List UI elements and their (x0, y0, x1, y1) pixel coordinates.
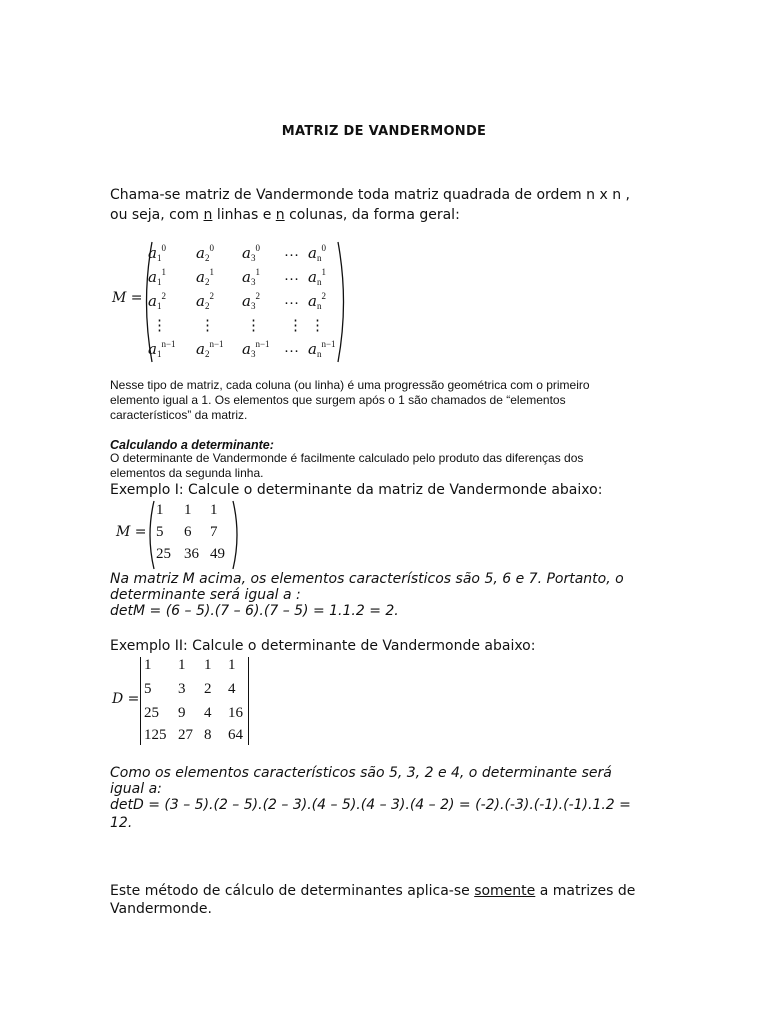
example1-matrix (112, 500, 252, 570)
matrix-cell: 25 (156, 546, 171, 562)
intro-line-2 (110, 206, 650, 224)
matrix-cell: 1 (210, 502, 218, 518)
calc-line-1: O determinante de Vandermonde é facilmente calculado pelo produto das diferenças dos (110, 451, 584, 465)
right-bar (248, 657, 249, 745)
matrix-element: $a_n^2$ (308, 291, 326, 311)
matrix-label: M = (116, 524, 147, 540)
intro-line-1: Chama-se matriz de Vandermonde toda matriz quadrada de ordem n x n , (110, 187, 630, 203)
determinant-cell: 27 (178, 727, 193, 743)
right-paren (230, 500, 244, 570)
matrix-element: $a_1^2$ (148, 291, 166, 311)
matrix-element: $a_2^1$ (196, 267, 214, 287)
determinant-cell: 64 (228, 727, 243, 743)
determinant-cell: 1 (144, 657, 152, 673)
intro-text: ou seja, com (110, 207, 204, 223)
matrix-cell: 36 (184, 546, 199, 562)
matrix-ellipsis: … (284, 340, 299, 356)
note-line-2: elemento igual a 1. Os elementos que surgem após o 1 são chamados de “elementos (110, 393, 566, 407)
matrix-element: $a_2^2$ (196, 291, 214, 311)
matrix-element: $a_1^0$ (148, 243, 166, 263)
right-paren (334, 240, 354, 364)
matrix-element: $a_n^0$ (308, 243, 326, 263)
conclusion-line-1 (110, 882, 650, 900)
matrix-cell: 6 (184, 524, 192, 540)
example2-text-2: igual a: (110, 781, 162, 797)
matrix-element: $a_2^{n-1}$ (196, 339, 224, 359)
conclusion-line-2: Vandermonde. (110, 901, 212, 917)
underlined-somente: somente (474, 883, 536, 899)
underlined-n: n (203, 207, 213, 223)
intro-text: linhas e (212, 207, 276, 223)
example2-heading: Exemplo II: Calcule o determinante de Vandermonde abaixo: (110, 638, 536, 654)
matrix-element: $a_3^1$ (242, 267, 260, 287)
determinant-cell: 1 (178, 657, 186, 673)
matrix-cell: 5 (156, 524, 164, 540)
determinant-cell: 1 (228, 657, 236, 673)
matrix-cell: 1 (156, 502, 164, 518)
determinant-cell: 2 (204, 681, 212, 697)
matrix-cell: 7 (210, 524, 218, 540)
determinant-cell: 8 (204, 727, 212, 743)
matrix-ellipsis: … (284, 292, 299, 308)
conclusion-text: Este método de cálculo de determinantes aplica-se (110, 883, 475, 899)
determinant-cell: 16 (228, 705, 243, 721)
matrix-dots: ⋮ (246, 318, 261, 334)
determinant-label: D = (112, 691, 140, 707)
example2-text-1: Como os elementos característicos são 5, 3, 2 e 4, o determinante será (110, 765, 612, 781)
conclusion-text: a matrizes de (535, 883, 636, 899)
determinant-cell: 4 (204, 705, 212, 721)
matrix-element: $a_1^1$ (148, 267, 166, 287)
general-vandermonde-matrix (108, 240, 368, 364)
determinant-cell: 3 (178, 681, 186, 697)
matrix-element: $a_2^0$ (196, 243, 214, 263)
determinant-cell: 4 (228, 681, 236, 697)
determinant-cell: 5 (144, 681, 152, 697)
note-line-3: característicos” da matriz. (110, 408, 248, 422)
determinant-cell: 125 (144, 727, 167, 743)
page-title: MATRIZ DE VANDERMONDE (281, 124, 487, 139)
example1-heading: Exemplo I: Calcule o determinante da matriz de Vandermonde abaixo: (110, 482, 603, 498)
determinant-cell: 9 (178, 705, 186, 721)
determinant-cell: 25 (144, 705, 159, 721)
matrix-element: $a_3^{n-1}$ (242, 339, 270, 359)
matrix-element: $a_n^1$ (308, 267, 326, 287)
calc-line-2: elementos da segunda linha. (110, 466, 264, 480)
matrix-dots: ⋮ (152, 318, 167, 334)
matrix-label: M = (112, 290, 143, 306)
left-bar (140, 657, 141, 745)
intro-text: colunas, da forma geral: (284, 207, 460, 223)
example1-text-1: Na matriz M acima, os elementos característicos são 5, 6 e 7. Portanto, o (110, 571, 624, 587)
example2-text-3: detD = (3 – 5).(2 – 5).(2 – 3).(4 – 5).(4 – 3).(4 – 2) = (-2).(-3).(-1).(-1).1.2 = (110, 797, 631, 813)
note-line-1: Nesse tipo de matriz, cada coluna (ou linha) é uma progressão geométrica com o primeiro (110, 378, 590, 392)
determinant-cell: 1 (204, 657, 212, 673)
underlined-n: n (275, 207, 285, 223)
example1-text-2: determinante será igual a : (110, 587, 301, 603)
matrix-element: $a_n^{n-1}$ (308, 339, 336, 359)
matrix-ellipsis: … (284, 244, 299, 260)
matrix-cell: 1 (184, 502, 192, 518)
example2-determinant (110, 655, 260, 747)
matrix-element: $a_3^0$ (242, 243, 260, 263)
matrix-dots: ⋮ (288, 318, 303, 334)
matrix-element: $a_3^2$ (242, 291, 260, 311)
matrix-dots: ⋮ (200, 318, 215, 334)
matrix-cell: 49 (210, 546, 225, 562)
example2-text-4: 12. (110, 815, 133, 831)
matrix-dots: ⋮ (310, 318, 325, 334)
matrix-ellipsis: … (284, 268, 299, 284)
example1-text-3: detM = (6 – 5).(7 – 6).(7 – 5) = 1.1.2 = 2. (110, 603, 399, 619)
matrix-element: $a_1^{n-1}$ (148, 339, 176, 359)
calc-heading: Calculando a determinante: (110, 438, 274, 452)
